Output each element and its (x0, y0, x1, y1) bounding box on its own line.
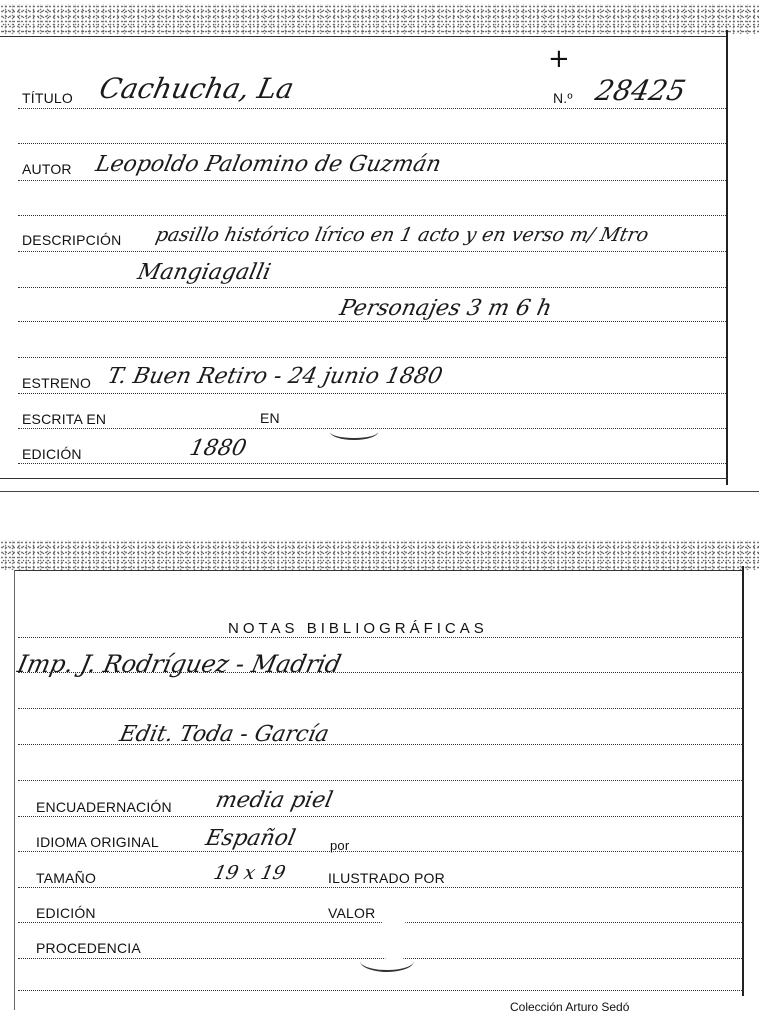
estreno-label: ESTRENO (22, 375, 92, 391)
rule (18, 143, 726, 144)
descripcion-value-line2: Mangiagalli (135, 260, 274, 285)
descripcion-label: DESCRIPCIÓN (22, 232, 122, 248)
titulo-value: Cachucha, La (96, 72, 297, 105)
ilustrado-por-label: ILUSTRADO POR (328, 870, 445, 886)
tamano-label: TAMAÑO (36, 870, 97, 886)
rule (18, 393, 726, 394)
rule (18, 180, 726, 181)
card1-lower-edge (0, 491, 759, 492)
escrita-en-label: ESCRITA EN (22, 411, 107, 427)
card2-right-border (742, 566, 744, 996)
estreno-value: T. Buen Retiro - 24 junio 1880 (105, 364, 445, 389)
edicion-label-2: EDICIÓN (36, 905, 96, 921)
card1-top-edge-texture (0, 4, 759, 34)
numero-value: 28425 (592, 74, 689, 107)
rule (18, 357, 726, 358)
rule (18, 816, 744, 817)
idioma-value: Español (203, 826, 298, 851)
card1-top-border (0, 36, 728, 37)
smudge-mark (330, 424, 378, 440)
rule (18, 708, 744, 709)
procedencia-label: PROCEDENCIA (36, 940, 141, 956)
note-line-2: Edit. Toda - García (117, 722, 332, 747)
encuadernacion-value: media piel (213, 788, 335, 813)
autor-label: AUTOR (22, 161, 72, 177)
rule (18, 251, 726, 252)
edicion-value: 1880 (187, 436, 249, 461)
collection-footer: Colección Arturo Sedó (510, 1000, 630, 1014)
descripcion-value-line3: Personajes 3 m 6 h (337, 296, 554, 321)
por-label: por (330, 838, 350, 853)
note-line-1: Imp. J. Rodríguez - Madrid (15, 650, 344, 678)
rule (18, 463, 726, 464)
tamano-value: 19 x 19 (211, 862, 288, 884)
rule (18, 637, 744, 638)
notas-bibliograficas-title: NOTAS BIBLIOGRÁFICAS (228, 620, 488, 637)
rule (18, 108, 726, 109)
en-label: EN (260, 410, 280, 426)
rule (18, 287, 726, 288)
card2-left-border (14, 570, 15, 1010)
idioma-label: IDIOMA ORIGINAL (36, 834, 159, 850)
autor-value: Leopoldo Palomino de Guzmán (93, 152, 444, 177)
titulo-label: TÍTULO (22, 90, 73, 106)
rule (18, 990, 744, 991)
rule (18, 780, 744, 781)
edicion-label: EDICIÓN (22, 446, 82, 462)
rule (18, 215, 726, 216)
numero-label: N.º (553, 90, 573, 106)
rule (18, 887, 744, 888)
card2-top-edge-texture (0, 540, 759, 570)
rule (18, 321, 726, 322)
encuadernacion-label: ENCUADERNACIÓN (36, 799, 172, 815)
smudge-mark (360, 950, 414, 972)
card1-bottom-border (0, 478, 728, 479)
cross-mark: + (548, 44, 570, 74)
descripcion-value-line1: pasillo histórico lírico en 1 acto y en verso m/ Mtro (153, 224, 651, 246)
valor-label: VALOR (328, 905, 376, 921)
card1-right-border (726, 30, 728, 485)
rule (18, 851, 744, 852)
card2-top-border (14, 570, 742, 571)
